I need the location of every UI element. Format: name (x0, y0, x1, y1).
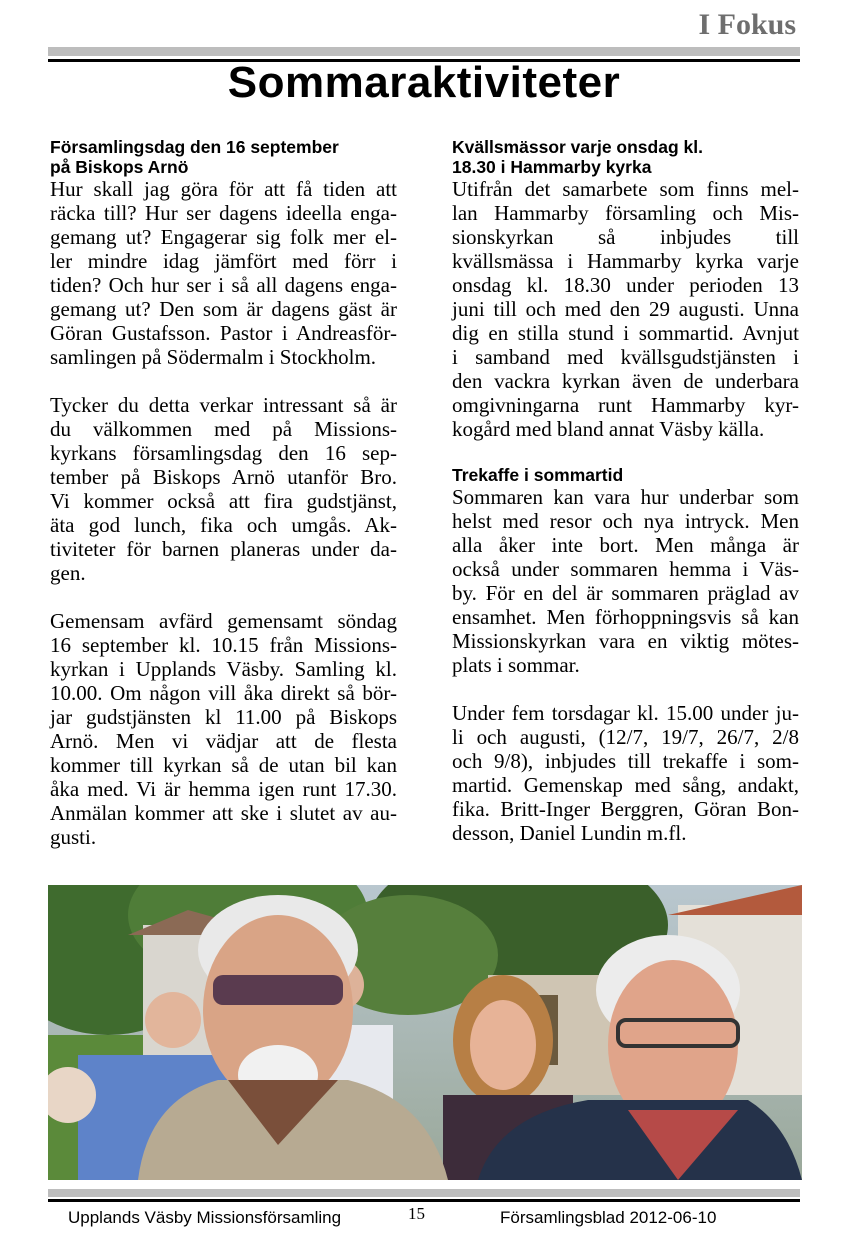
text-line: tiden? Och hur ser i så all dagens enga- (50, 273, 397, 297)
text-line: Hur skall jag göra för att få tiden att (50, 177, 397, 201)
page-title: Sommaraktiviteter (227, 58, 621, 107)
text-line: Anmälan kommer att ske i slutet av au- (50, 801, 397, 825)
bottom-rule (48, 1189, 800, 1202)
text-line: i samband med kvällsgudstjänsten i (452, 345, 799, 369)
text-line: Göran Gustafsson. Pastor i Andreasför- (50, 321, 397, 345)
person-woman (470, 1000, 536, 1090)
text-line: kogård med bland annat Väsby källa. (452, 417, 765, 441)
text-line: jar gudstjänsten kl 11.00 på Biskops (50, 705, 397, 729)
text-line: samlingen på Södermalm i Stockholm. (50, 345, 377, 369)
text-line: äta god lunch, fika och umgås. Ak- (50, 513, 397, 537)
text-line: li och augusti, (12/7, 19/7, 26/7, 2/8 (452, 725, 799, 749)
text-line: och 9/8), inbjudes till trekaffe i som- (452, 749, 799, 773)
text-line: Gemensam avfärd gemensamt söndag (50, 609, 397, 633)
text-line: också under sommaren hemma i Väs- (452, 557, 799, 581)
text-line: ler mindre idag jämfört med förr i (50, 249, 397, 273)
text-line: tember på Biskops Arnö utanför Bro. (50, 465, 397, 489)
text-line: onsdag kl. 18.30 under perioden 13 (452, 273, 799, 297)
text-line: gen. (50, 561, 86, 585)
text-line: kommer till kyrkan så de utan bil kan (50, 753, 397, 777)
text-line: åka med. Vi är hemma igen runt 17.30. (50, 777, 397, 801)
paragraph (452, 177, 799, 441)
text-line: dig en stilla stund i sommartid. Avnjut (452, 321, 799, 345)
paragraph (452, 485, 799, 677)
text-line: du välkommen med på Missions- (50, 417, 397, 441)
paragraph (50, 393, 397, 585)
left-column (50, 137, 397, 849)
section-heading-line: 18.30 i Hammarby kyrka (452, 157, 652, 177)
text-line: 16 september kl. 10.15 från Missions- (50, 633, 397, 657)
text-line: Vi kommer också att fira gudstjänst, (50, 489, 397, 513)
text-line: helst med resor och nya intryck. Men (452, 509, 799, 533)
text-line: fika. Britt-Inger Berggren, Göran Bon- (452, 797, 799, 821)
text-line: 10.00. Om någon vill åka direkt så bör- (50, 681, 397, 705)
text-line: gusti. (50, 825, 97, 849)
text-line: Missionskyrkan vara en viktig mötes- (452, 629, 799, 653)
section-heading-line: Församlingsdag den 16 september (50, 137, 339, 157)
section-heading-line: Trekaffe i sommartid (452, 465, 624, 485)
page-number: 15 (408, 1204, 425, 1223)
text-line: gemang ut? Den som är dagens gäst är (50, 297, 397, 321)
text-line: lan Hammarby församling och Mis- (452, 201, 799, 225)
text-line: kyrkans församlingsdag den 16 sep- (50, 441, 397, 465)
text-line: martid. Gemenskap med sång, andakt, (452, 773, 799, 797)
text-line: Tycker du detta verkar intressant så är (50, 393, 397, 417)
text-line: räcka till? Hur ser dagens ideella enga- (50, 201, 397, 225)
section-tag: I Fokus (698, 8, 796, 41)
text-line: kvällsmässa i Hammarby kyrka varje (452, 249, 799, 273)
paragraph (50, 177, 397, 369)
text-line: Under fem torsdagar kl. 15.00 under ju- (452, 701, 799, 725)
text-line: gemang ut? Engagerar sig folk mer el- (50, 225, 397, 249)
footer-publisher: Upplands Väsby Missionsförsamling (68, 1208, 342, 1227)
text-line: Sommaren kan vara hur underbar som (452, 485, 799, 509)
text-line: Arnö. Men vi vädjar att de flesta (50, 729, 397, 753)
text-line: ensamhet. Men förhoppningsvis så kan (452, 605, 799, 629)
footer-issue: Församlingsblad 2012-06-10 (500, 1208, 717, 1227)
text-line: kyrkan i Upplands Väsby. Samling kl. (50, 657, 397, 681)
text-line: juni till och med den 29 augusti. Unna (452, 297, 799, 321)
section-heading-line: Kvällsmässor varje onsdag kl. (452, 137, 703, 157)
paragraph (50, 609, 397, 849)
group-photo (48, 885, 802, 1180)
text-line: sionskyrkan så inbjudes till (452, 225, 799, 249)
group-photo-illustration (48, 885, 802, 1180)
text-line: den vackra kyrkan även de underbara (452, 369, 799, 393)
section-heading-line: på Biskops Arnö (50, 157, 189, 177)
text-line: by. För en del är sommaren präglad av (452, 581, 799, 605)
text-line: plats i sommar. (452, 653, 580, 677)
text-line: Utifrån det samarbete som finns mel- (452, 177, 799, 201)
text-line: desson, Daniel Lundin m.fl. (452, 821, 687, 845)
text-line: tiviteter för barnen planeras under da- (50, 537, 397, 561)
paragraph (452, 701, 799, 845)
right-column (452, 137, 799, 845)
text-line: alla åker inte bort. Men många är (452, 533, 799, 557)
text-line: omgivningarna runt Hammarby kyr- (452, 393, 799, 417)
